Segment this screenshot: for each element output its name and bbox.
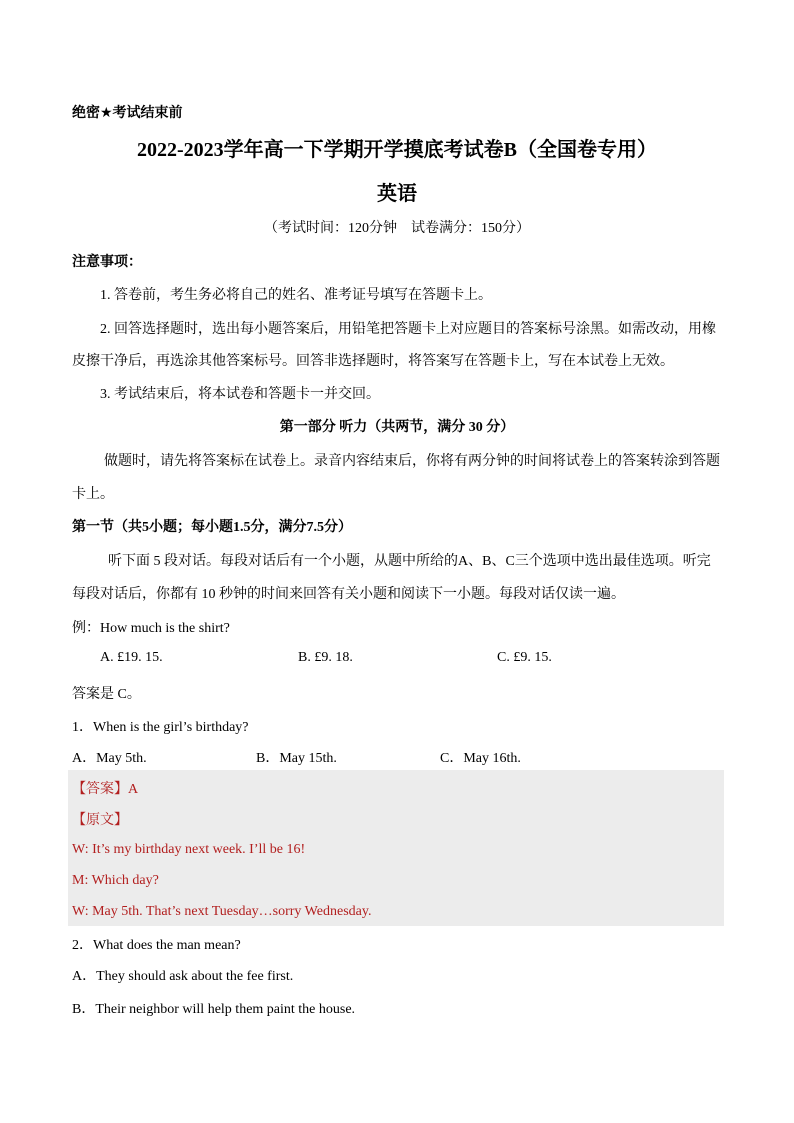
exam-time-info: （考试时间：120分钟 试卷满分：150分）: [264, 221, 530, 236]
confidential-label: 绝密★考试结束前: [72, 105, 183, 121]
example-option-a: A. £19. 15.: [100, 650, 163, 665]
notice-item-3: 3. 考试结束后，将本试卷和答题卡一并交回。: [100, 387, 380, 402]
example-answer: 答案是 C。: [72, 687, 141, 702]
q1-option-b: B．May 15th.: [256, 751, 337, 766]
notice-heading: 注意事项：: [72, 254, 142, 270]
q1-transcript-line-1: W: It’s my birthday next week. I’ll be 16!: [72, 842, 306, 857]
example-option-c: C. £9. 15.: [497, 650, 552, 665]
q1-option-a: A．May 5th.: [72, 751, 147, 766]
q1-transcript-line-2: M: Which day?: [72, 873, 159, 888]
subject-title: 英语: [377, 183, 417, 205]
part1-heading: 第一部分 听力（共两节，满分 30 分）: [279, 420, 515, 435]
notice-item-2-line-2: 皮擦干净后，再选涂其他答案标号。回答非选择题时，将答案写在答题卡上，写在本试卷上无效。: [72, 354, 674, 369]
q1-question: 1．When is the girl’s birthday?: [72, 720, 249, 735]
part1-instruction-line-2: 卡上。: [72, 487, 114, 502]
q2-question: 2．What does the man mean?: [72, 938, 241, 953]
example-question: 例：How much is the shirt?: [72, 621, 230, 636]
q1-original-label: 【原文】: [72, 813, 128, 828]
q2-option-a: A．They should ask about the fee first.: [72, 969, 294, 984]
q1-answer: 【答案】A: [72, 782, 139, 797]
q1-option-c: C．May 16th.: [440, 751, 521, 766]
example-option-b: B. £9. 18.: [298, 650, 353, 665]
section1-instruction-line-1: 听下面 5 段对话。每段对话后有一个小题，从题中所给的A、B、C三个选项中选出最佳选项。听完: [108, 554, 711, 569]
exam-title: 2022-2023学年高一下学期开学摸底考试卷B（全国卷专用）: [137, 139, 657, 161]
q1-transcript-line-3: W: May 5th. That’s next Tuesday…sorry Wednesday.: [72, 904, 372, 919]
section1-instruction-line-2: 每段对话后，你都有 10 秒钟的时间来回答有关小题和阅读下一小题。每段对话仅读一遍。: [72, 587, 625, 602]
notice-item-1: 1. 答卷前，考生务必将自己的姓名、准考证号填写在答题卡上。: [100, 288, 492, 303]
section1-heading: 第一节（共5小题；每小题1.5分，满分7.5分）: [72, 520, 352, 535]
q2-option-b: B．Their neighbor will help them paint the house.: [72, 1002, 356, 1017]
part1-instruction-line-1: 做题时，请先将答案标在试卷上。录音内容结束后，你将有两分钟的时间将试卷上的答案转涂到答题: [104, 454, 720, 469]
notice-item-2-line-1: 2. 回答选择题时，选出每小题答案后，用铅笔把答题卡上对应题目的答案标号涂黑。如需改动，用橡: [100, 322, 716, 337]
